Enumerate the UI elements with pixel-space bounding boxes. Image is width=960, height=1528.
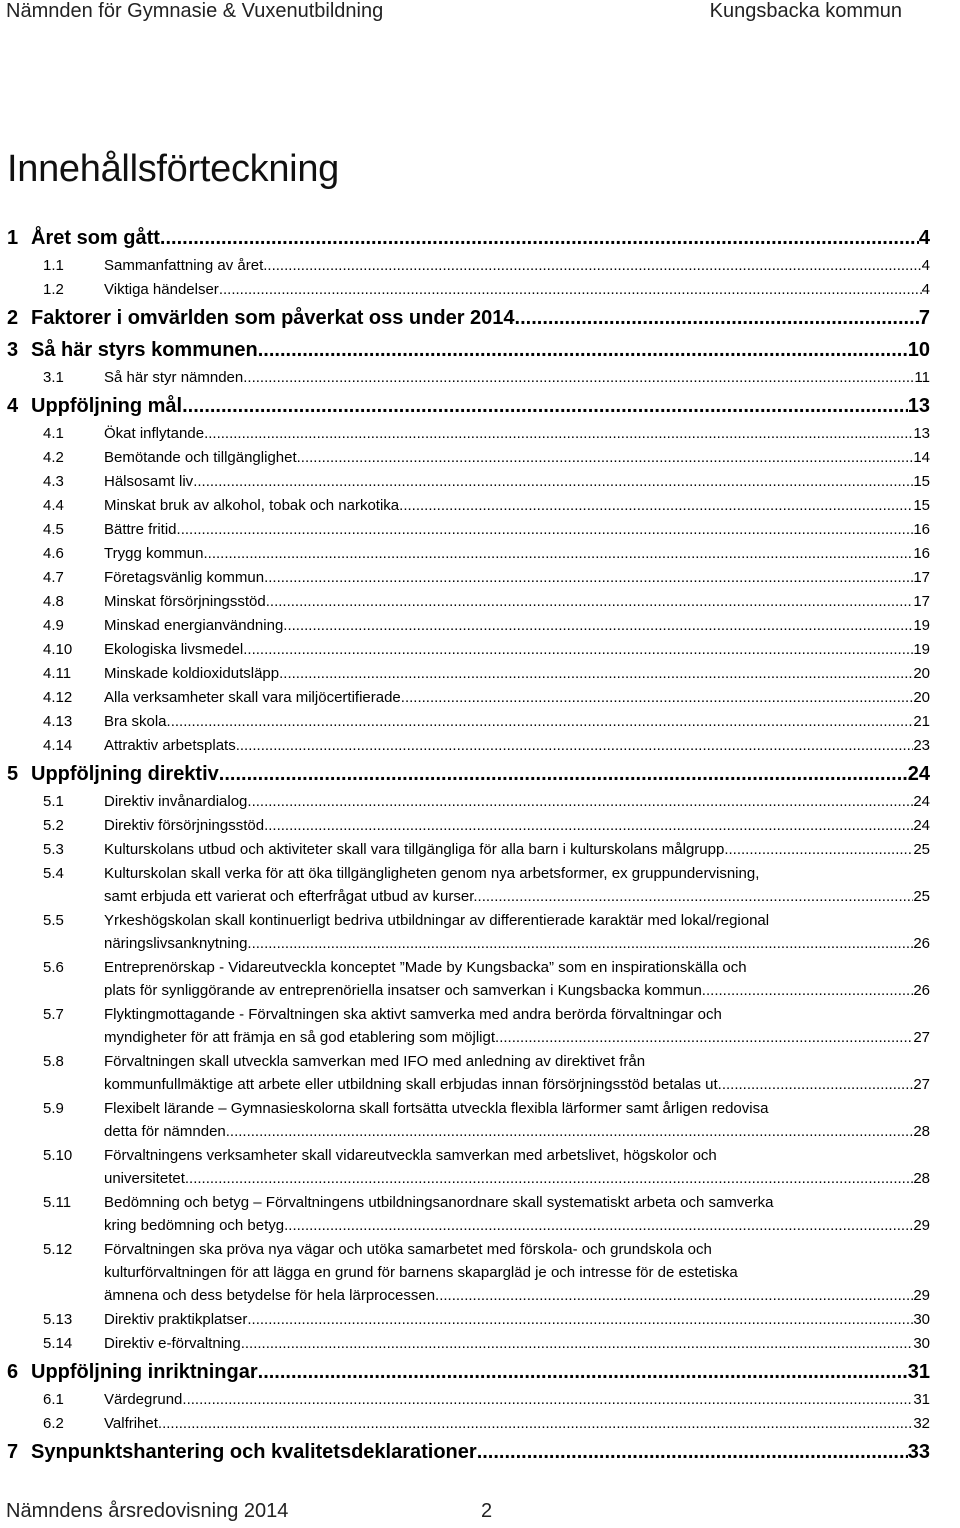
footer-report-title: Nämndens årsredovisning 2014	[6, 1500, 289, 1522]
toc-dot-leader	[499, 1026, 913, 1049]
toc-dot-leader	[160, 222, 919, 254]
toc-page-number: 17	[913, 569, 930, 586]
toc-page-number: 24	[913, 817, 930, 834]
toc-entry[interactable]	[7, 686, 960, 710]
toc-entry-title: detta för nämnden.	[104, 1123, 230, 1140]
toc-entry-number: 4.1	[43, 425, 64, 442]
toc-dot-leader	[241, 1332, 914, 1356]
toc-entry-title: Direktiv invånardialog	[104, 793, 248, 810]
toc-entry-title: Kulturskolans utbud och aktiviteter skall vara tillgängliga för alla barn i kulturskolans målgrupp.	[104, 841, 729, 858]
toc-entry-number: 5.14	[43, 1335, 73, 1352]
toc-dot-leader	[477, 1436, 908, 1468]
toc-page-number: 28	[913, 1170, 930, 1187]
toc-entry[interactable]	[7, 278, 960, 302]
page-title: Innehållsförteckning	[7, 148, 339, 190]
toc-page-number: 11	[914, 369, 930, 386]
toc-entry-number: 4	[7, 395, 19, 417]
toc-page-number: 32	[913, 1415, 930, 1432]
toc-entry[interactable]	[7, 710, 960, 734]
toc-dot-leader	[279, 662, 913, 686]
toc-entry-title: Förvaltningen ska pröva nya vägar och utöka samarbetet med förskola- och grundskola och	[104, 1241, 712, 1258]
toc-dot-leader	[193, 470, 913, 494]
toc-entry-number: 1.1	[43, 257, 64, 274]
toc-dot-leader	[283, 614, 913, 638]
toc-entry-number: 5.10	[43, 1147, 73, 1164]
toc-entry[interactable]	[7, 838, 960, 862]
toc-page-number: 4	[921, 281, 930, 298]
toc-entry[interactable]	[7, 1191, 960, 1237]
toc-page-number: 14	[913, 449, 930, 466]
toc-page-number: 30	[913, 1311, 930, 1328]
toc-entry[interactable]	[7, 494, 960, 518]
toc-page-number: 19	[913, 641, 930, 658]
toc-dot-leader	[219, 278, 922, 302]
toc-entry[interactable]	[7, 758, 960, 790]
toc-entry-title: universitetet.	[104, 1170, 190, 1187]
toc-dot-leader	[189, 1167, 913, 1190]
toc-entry-title: Minskad energianvändning	[104, 617, 284, 634]
toc-entry-title: Förvaltningen skall utveckla samverkan med IFO med anledning av direktivet från	[104, 1053, 646, 1070]
toc-dot-leader	[401, 686, 914, 710]
page-header	[6, 0, 902, 30]
toc-entry-number: 6	[7, 1361, 19, 1383]
toc-entry[interactable]	[7, 1332, 960, 1356]
toc-dot-leader	[264, 814, 913, 838]
toc-dot-leader	[264, 566, 913, 590]
toc-entry-title: Minskat bruk av alkohol, tobak och narkotika	[104, 497, 400, 514]
toc-entry[interactable]	[7, 566, 960, 590]
toc-entry-number: 5.7	[43, 1006, 64, 1023]
toc-dot-leader	[729, 838, 914, 862]
toc-entry[interactable]	[7, 422, 960, 446]
toc-entry-number: 4.12	[43, 689, 73, 706]
toc-entry-number: 3	[7, 339, 19, 361]
toc-entry-title: ämnena och dess betydelse för hela lärprocessen.	[104, 1287, 440, 1304]
toc-entry[interactable]	[7, 446, 960, 470]
toc-entry[interactable]	[7, 1003, 960, 1049]
toc-page-number: 27	[913, 1029, 930, 1046]
toc-dot-leader	[263, 254, 921, 278]
toc-entry-number: 1.2	[43, 281, 64, 298]
toc-page-number: 16	[913, 545, 930, 562]
toc-dot-leader	[478, 885, 914, 908]
toc-entry-number: 4.13	[43, 713, 73, 730]
toc-entry-title: Företagsvänlig kommun	[104, 569, 265, 586]
toc-entry-number: 6.1	[43, 1391, 64, 1408]
toc-entry-title: Bedömning och betyg – Förvaltningens utbildningsanordnare skall systematiskt arbeta och samverka	[104, 1194, 774, 1211]
toc-entry-title: Så här styr nämnden	[104, 369, 244, 386]
toc-page-number: 26	[913, 982, 930, 999]
toc-dot-leader	[243, 366, 914, 390]
toc-entry-title: Värdegrund	[104, 1391, 183, 1408]
toc-dot-leader	[236, 734, 914, 758]
toc-entry-title: Trygg kommun	[104, 545, 204, 562]
toc-entry-title: Bemötande och tillgänglighet	[104, 449, 297, 466]
toc-entry-title: Direktiv försörjningsstöd	[104, 817, 265, 834]
toc-entry-number: 4.3	[43, 473, 64, 490]
toc-entry-number: 5.4	[43, 865, 64, 882]
toc-dot-leader	[230, 1120, 913, 1143]
toc-entry-number: 4.6	[43, 545, 64, 562]
header-committee-name: Nämnden för Gymnasie & Vuxenutbildning	[6, 0, 384, 22]
toc-entry-title: Entreprenörskap - Vidareutveckla konceptet ”Made by Kungsbacka” som en inspirationskälla och	[104, 959, 747, 976]
toc-page-number: 25	[913, 841, 930, 858]
toc-entry-title: plats för synliggörande av entreprenöriella insatser och samverkan i Kungsbacka kommun.	[104, 982, 706, 999]
toc-entry[interactable]	[7, 1356, 960, 1388]
toc-page-number: 26	[913, 935, 930, 952]
toc-dot-leader	[247, 790, 913, 814]
toc-entry[interactable]	[7, 638, 960, 662]
toc-entry[interactable]	[7, 302, 960, 334]
toc-page-number: 29	[913, 1287, 930, 1304]
toc-entry[interactable]	[7, 222, 960, 254]
toc-entry-title: Flyktingmottagande - Förvaltningen ska aktivt samverka med andra berörda förvaltningar och	[104, 1006, 722, 1023]
toc-entry[interactable]	[7, 254, 960, 278]
toc-dot-leader	[515, 302, 919, 334]
toc-entry-number: 4.2	[43, 449, 64, 466]
toc-dot-leader	[167, 710, 914, 734]
toc-entry[interactable]	[7, 734, 960, 758]
toc-page-number: 17	[913, 593, 930, 610]
toc-entry-title: Synpunktshantering och kvalitetsdeklarationer	[31, 1441, 477, 1463]
toc-entry-number: 4.8	[43, 593, 64, 610]
toc-dot-leader	[243, 638, 913, 662]
toc-entry-number: 5.2	[43, 817, 64, 834]
toc-entry-title: Ekologiska livsmedel	[104, 641, 244, 658]
page-footer	[6, 1500, 706, 1523]
toc-entry-title: Attraktiv arbetsplats	[104, 737, 236, 754]
toc-entry-number: 4.5	[43, 521, 64, 538]
toc-dot-leader	[247, 932, 913, 955]
toc-page-number: 20	[913, 665, 930, 682]
toc-dot-leader	[182, 390, 908, 422]
toc-page-number: 15	[913, 497, 930, 514]
toc-page-number: 30	[913, 1335, 930, 1352]
toc-entry-title: Direktiv praktikplatser	[104, 1311, 248, 1328]
toc-page-number: 31	[913, 1391, 930, 1408]
toc-entry-title: Faktorer i omvärlden som påverkat oss under 2014	[31, 307, 515, 329]
toc-dot-leader	[203, 542, 913, 566]
toc-page-number: 31	[907, 1361, 930, 1383]
toc-dot-leader	[722, 1073, 913, 1096]
toc-entry-title: Minskat försörjningsstöd	[104, 593, 266, 610]
toc-dot-leader	[177, 518, 914, 542]
toc-entry-number: 1	[7, 227, 19, 249]
toc-entry[interactable]	[7, 470, 960, 494]
toc-dot-leader	[182, 1388, 913, 1412]
toc-entry[interactable]	[7, 366, 960, 390]
toc-entry[interactable]	[7, 662, 960, 686]
toc-entry-number: 5.13	[43, 1311, 73, 1328]
toc-entry-number: 6.2	[43, 1415, 64, 1432]
toc-entry-title: myndigheter för att främja en så god etablering som möjligt.	[104, 1029, 500, 1046]
toc-entry-number: 5	[7, 763, 19, 785]
toc-entry-title: Uppföljning inriktningar	[31, 1361, 258, 1383]
toc-page-number: 21	[913, 713, 930, 730]
toc-page-number: 24	[913, 793, 930, 810]
toc-entry-number: 4.4	[43, 497, 64, 514]
toc-entry-number: 7	[7, 1441, 19, 1463]
toc-entry-title: kring bedömning och betyg.	[104, 1217, 289, 1234]
toc-entry[interactable]	[7, 1144, 960, 1190]
toc-page-number: 16	[913, 521, 930, 538]
toc-dot-leader	[158, 1412, 913, 1436]
toc-entry-title: kulturförvaltningen för att lägga en grund för barnens skapargläd je och intresse för de estetiska	[104, 1264, 738, 1281]
toc-entry[interactable]	[7, 1388, 960, 1412]
toc-entry-number: 5.5	[43, 912, 64, 929]
toc-entry[interactable]	[7, 614, 960, 638]
toc-entry-title: Hälsosamt liv	[104, 473, 194, 490]
toc-entry[interactable]	[7, 814, 960, 838]
toc-entry[interactable]	[7, 518, 960, 542]
toc-entry[interactable]	[7, 909, 960, 955]
toc-entry[interactable]	[7, 1238, 960, 1307]
header-municipality: Kungsbacka kommun	[709, 0, 902, 22]
toc-page-number: 19	[913, 617, 930, 634]
toc-dot-leader	[439, 1284, 913, 1307]
toc-dot-leader	[288, 1214, 913, 1237]
toc-page-number: 24	[907, 763, 930, 785]
toc-entry-title: Bra skola	[104, 713, 167, 730]
toc-entry-number: 5.11	[43, 1194, 72, 1211]
toc-page-number: 29	[913, 1217, 930, 1234]
toc-page-number: 28	[913, 1123, 930, 1140]
toc-page-number: 7	[918, 307, 930, 329]
toc-entry-title: Uppföljning direktiv	[31, 763, 219, 785]
toc-entry-number: 2	[7, 307, 19, 329]
table-of-contents	[7, 222, 960, 1468]
toc-entry-number: 5.8	[43, 1053, 64, 1070]
toc-entry-title: samt erbjuda ett varierat och efterfrågat utbud av kurser.	[104, 888, 478, 905]
toc-entry[interactable]	[7, 1050, 960, 1096]
toc-entry-title: kommunfullmäktige att arbete eller utbildning skall erbjudas innan försörjningsstöd betalas ut.	[104, 1076, 722, 1093]
toc-page-number: 33	[907, 1441, 930, 1463]
toc-entry[interactable]	[7, 862, 960, 908]
toc-entry[interactable]	[7, 1308, 960, 1332]
toc-dot-leader	[258, 1356, 908, 1388]
toc-page-number: 10	[907, 339, 930, 361]
toc-dot-leader	[247, 1308, 913, 1332]
toc-entry-number: 5.3	[43, 841, 64, 858]
toc-page-number: 13	[907, 395, 930, 417]
toc-page-number: 4	[921, 257, 930, 274]
toc-entry-number: 4.14	[43, 737, 73, 754]
toc-entry[interactable]	[7, 334, 960, 366]
toc-entry-number: 5.1	[43, 793, 64, 810]
toc-entry-title: Ökat inflytande	[104, 425, 205, 442]
toc-entry[interactable]	[7, 956, 960, 1002]
toc-entry-number: 4.7	[43, 569, 64, 586]
toc-dot-leader	[297, 446, 914, 470]
toc-entry-number: 4.9	[43, 617, 64, 634]
toc-entry-number: 4.11	[43, 665, 72, 682]
toc-entry[interactable]	[7, 390, 960, 422]
toc-page-number: 13	[913, 425, 930, 442]
toc-entry[interactable]	[7, 590, 960, 614]
toc-entry-title: Förvaltningens verksamheter skall vidareutveckla samverkan med arbetslivet, högskolor och	[104, 1147, 717, 1164]
toc-entry-title: Minskade koldioxidutsläpp	[104, 665, 280, 682]
toc-dot-leader	[258, 334, 908, 366]
toc-entry-title: Yrkeshögskolan skall kontinuerligt bedriva utbildningar av differentierade karaktär med lokal/regional	[104, 912, 770, 929]
toc-dot-leader	[204, 422, 913, 446]
toc-page-number: 23	[913, 737, 930, 754]
toc-entry-number: 5.12	[43, 1241, 73, 1258]
toc-entry-number: 4.10	[43, 641, 73, 658]
toc-entry[interactable]	[7, 1097, 960, 1143]
toc-entry-title: Så här styrs kommunen	[31, 339, 258, 361]
toc-entry-title: Bättre fritid	[104, 521, 177, 538]
footer-page-number: 2	[481, 1500, 493, 1522]
toc-page-number: 4	[918, 227, 930, 249]
toc-dot-leader	[266, 590, 914, 614]
toc-dot-leader	[219, 758, 908, 790]
toc-dot-leader	[706, 979, 913, 1002]
toc-entry-title: Direktiv e-förvaltning	[104, 1335, 241, 1352]
toc-entry-title: Sammanfattning av året	[104, 257, 264, 274]
toc-page-number: 25	[913, 888, 930, 905]
toc-entry-title: Kulturskolan skall verka för att öka tillgängligheten genom nya arbetsformer, ex gruppundervisning,	[104, 865, 760, 882]
toc-entry-title: Viktiga händelser	[104, 281, 219, 298]
toc-entry[interactable]	[7, 1436, 960, 1468]
toc-entry-title: Året som gått	[31, 227, 160, 249]
toc-entry-number: 5.9	[43, 1100, 64, 1117]
toc-entry-number: 5.6	[43, 959, 64, 976]
toc-dot-leader	[399, 494, 913, 518]
toc-page-number: 15	[913, 473, 930, 490]
toc-page-number: 20	[913, 689, 930, 706]
toc-page-number: 27	[913, 1076, 930, 1093]
toc-entry[interactable]	[7, 790, 960, 814]
toc-entry-title: Valfrihet	[104, 1415, 158, 1432]
toc-entry[interactable]	[7, 1412, 960, 1436]
toc-entry-number: 3.1	[43, 369, 64, 386]
toc-entry-title: Alla verksamheter skall vara miljöcertifierade	[104, 689, 401, 706]
toc-entry-title: Uppföljning mål	[31, 395, 183, 417]
toc-entry-title: Flexibelt lärande – Gymnasieskolorna skall fortsätta utveckla flexibla lärformer samt årligen redovisa	[104, 1100, 769, 1117]
toc-entry-title: näringslivsanknytning	[104, 935, 248, 952]
toc-entry[interactable]	[7, 542, 960, 566]
